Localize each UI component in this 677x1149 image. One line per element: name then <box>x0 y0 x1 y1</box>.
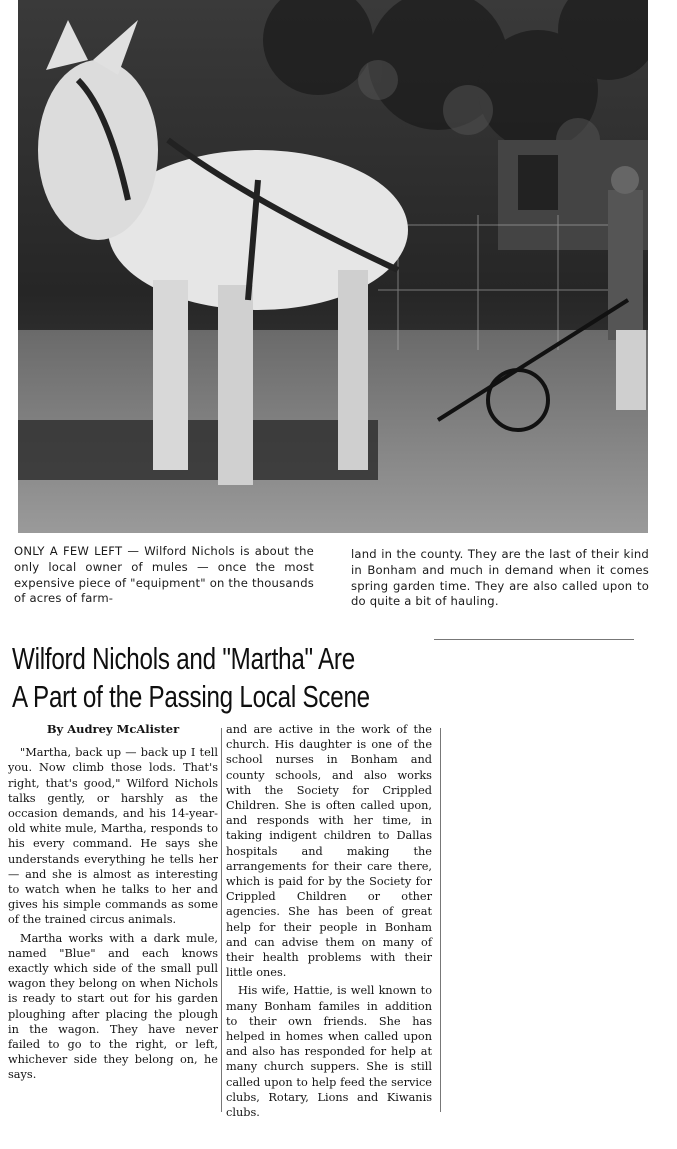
column-divider <box>221 728 222 1112</box>
article-paragraph: His wife, Hattie, is well known to many Bonham familes in addition to their own friends. She has helped in homes when called upon and also has responded for help at many church suppers. She is still called upon to help feed the service clubs, Rotary, Lions and Kiwanis clubs. <box>226 984 432 1120</box>
article-column-right <box>226 722 432 1120</box>
headline-line-1: Wilford Nichols and "Martha" Are <box>12 641 355 676</box>
article-paragraph: "Martha, back up — back up I tell you. Now climb those lods. That's right, that's good," Wilford Nichols talks gently, or harshly as the occasion demands, and his 14-year-old white mule, Martha, responds to his every command. He says she understands everything he tells her — and she is almost as interesting to watch when he talks to her and gives his simple commands as some of the trained circus animals. <box>8 746 218 927</box>
article-paragraph: and are active in the work of the church. His daughter is one of the school nurses in Bonham and county schools, and also works with the Society for Crippled Children. She is often called upon, and responds with her time, in taking indigent children to Dallas hospitals and making the arrangements for their care there, which is paid for by the Society for Crippled Children or other agencies. She has been of great help for their people in Bonham and can advise them on many of their health problems with their little ones. <box>226 723 432 980</box>
caption-column-right: land in the county. They are the last of their kind in Bonham and much in demand when it comes spring garden time. They are also called upon to do quite a bit of hauling. <box>351 547 649 609</box>
caption-rule <box>434 639 634 640</box>
article-column-left <box>8 722 218 1083</box>
byline: By Audrey McAlister <box>46 722 180 736</box>
news-photo <box>18 0 648 533</box>
headline-line-2: A Part of the Passing Local Scene <box>12 679 370 714</box>
article-headline <box>12 640 370 716</box>
mule-plough-photo-icon <box>18 0 648 533</box>
article-paragraph: Martha works with a dark mule, named "Blue" and each knows exactly which side of the small pull wagon they belong on when Nichols is ready to start out for his garden ploughing after placing the plough in the wagon. They have never failed to go to the right, or left, whichever side they belong on, he says. <box>8 931 218 1082</box>
caption-column-left: ONLY A FEW LEFT — Wilford Nichols is about the only local owner of mules — once the most expensive piece of "equipment" on the thousands of acres of farm- <box>14 544 314 606</box>
column-divider-right <box>440 728 441 1112</box>
